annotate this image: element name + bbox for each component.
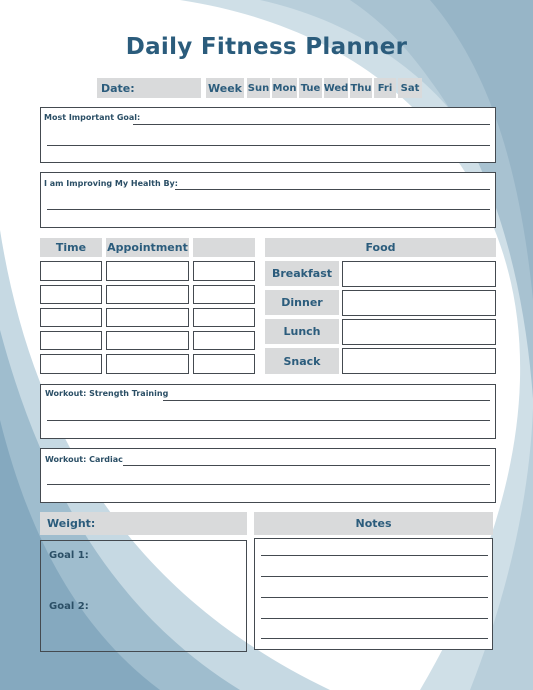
health-line-2 [47, 209, 490, 210]
extra-cell-2[interactable] [193, 285, 255, 304]
day-tue-text: Tue [300, 82, 321, 94]
notes-box[interactable] [254, 538, 493, 650]
notes-line-2 [261, 576, 488, 577]
strength-line-1 [163, 400, 490, 401]
health-box[interactable] [40, 172, 496, 228]
day-tue[interactable] [299, 78, 322, 98]
week-label [206, 78, 244, 98]
meal-dinner-label [265, 290, 339, 315]
day-fri[interactable] [374, 78, 396, 98]
appointment-cell-4[interactable] [106, 331, 189, 350]
time-cell-3[interactable] [40, 308, 102, 327]
goal-line-1 [133, 124, 490, 125]
strength-label: Workout: Strength Training [45, 389, 169, 398]
time-cell-1[interactable] [40, 261, 102, 281]
goal-box[interactable] [40, 107, 496, 163]
food-header-text: Food [365, 241, 396, 254]
day-thu[interactable] [350, 78, 372, 98]
day-sun-text: Sun [247, 82, 270, 94]
meal-dinner-text: Dinner [281, 296, 323, 309]
extra-cell-5[interactable] [193, 354, 255, 374]
goal1-label: Goal 1: [49, 550, 89, 561]
extra-header [193, 238, 255, 257]
goal2-label: Goal 2: [49, 601, 89, 612]
day-sun[interactable] [247, 78, 270, 98]
day-wed[interactable] [324, 78, 348, 98]
strength-line-2 [47, 420, 490, 421]
day-mon[interactable] [272, 78, 297, 98]
meal-breakfast-label [265, 261, 339, 286]
cardio-box[interactable] [40, 448, 496, 503]
appointment-header-text: Appointment [107, 241, 188, 254]
cardio-label: Workout: Cardiac [45, 455, 123, 464]
appointment-cell-2[interactable] [106, 285, 189, 304]
meal-lunch-label [265, 319, 339, 344]
time-header-text: Time [55, 241, 87, 254]
meal-snack-field[interactable] [342, 348, 496, 374]
time-cell-2[interactable] [40, 285, 102, 304]
goal-label: Most Important Goal: [44, 113, 141, 122]
health-label: I am Improving My Health By: [44, 179, 178, 188]
health-line-1 [175, 189, 490, 190]
cardio-line-1 [123, 465, 490, 466]
food-header [265, 238, 496, 257]
date-label: Date: [101, 81, 135, 95]
time-header [40, 238, 102, 257]
extra-cell-1[interactable] [193, 261, 255, 281]
meal-breakfast-text: Breakfast [271, 267, 333, 280]
notes-line-5 [261, 638, 488, 639]
meal-lunch-field[interactable] [342, 319, 496, 345]
strength-box[interactable] [40, 384, 496, 439]
meal-dinner-field[interactable] [342, 290, 496, 316]
appointment-cell-5[interactable] [106, 354, 189, 374]
meal-snack-label [265, 348, 339, 374]
weight-box[interactable] [40, 540, 247, 652]
meal-lunch-text: Lunch [283, 325, 321, 338]
weight-header-text: Weight: [47, 517, 96, 530]
time-cell-5[interactable] [40, 354, 102, 374]
day-sat-text: Sat [400, 82, 420, 94]
weight-header [40, 512, 247, 535]
meal-breakfast-field[interactable] [342, 261, 496, 287]
extra-cell-4[interactable] [193, 331, 255, 350]
extra-cell-3[interactable] [193, 308, 255, 327]
notes-line-3 [261, 597, 488, 598]
page-title: Daily Fitness Planner [125, 34, 408, 60]
appointment-header [106, 238, 189, 257]
notes-header [254, 512, 493, 535]
day-sat[interactable] [398, 78, 422, 98]
week-label-text: Week [208, 81, 242, 95]
day-wed-text: Wed [323, 82, 349, 94]
appointment-cell-1[interactable] [106, 261, 189, 281]
meal-snack-text: Snack [283, 354, 321, 368]
notes-header-text: Notes [355, 517, 392, 530]
day-thu-text: Thu [350, 82, 372, 94]
day-mon-text: Mon [272, 82, 297, 94]
date-field[interactable] [97, 78, 201, 98]
appointment-cell-3[interactable] [106, 308, 189, 327]
notes-line-4 [261, 618, 488, 619]
cardio-line-2 [47, 484, 490, 485]
time-cell-4[interactable] [40, 331, 102, 350]
goal-line-2 [47, 145, 490, 146]
notes-line-1 [261, 555, 488, 556]
day-fri-text: Fri [377, 82, 393, 94]
